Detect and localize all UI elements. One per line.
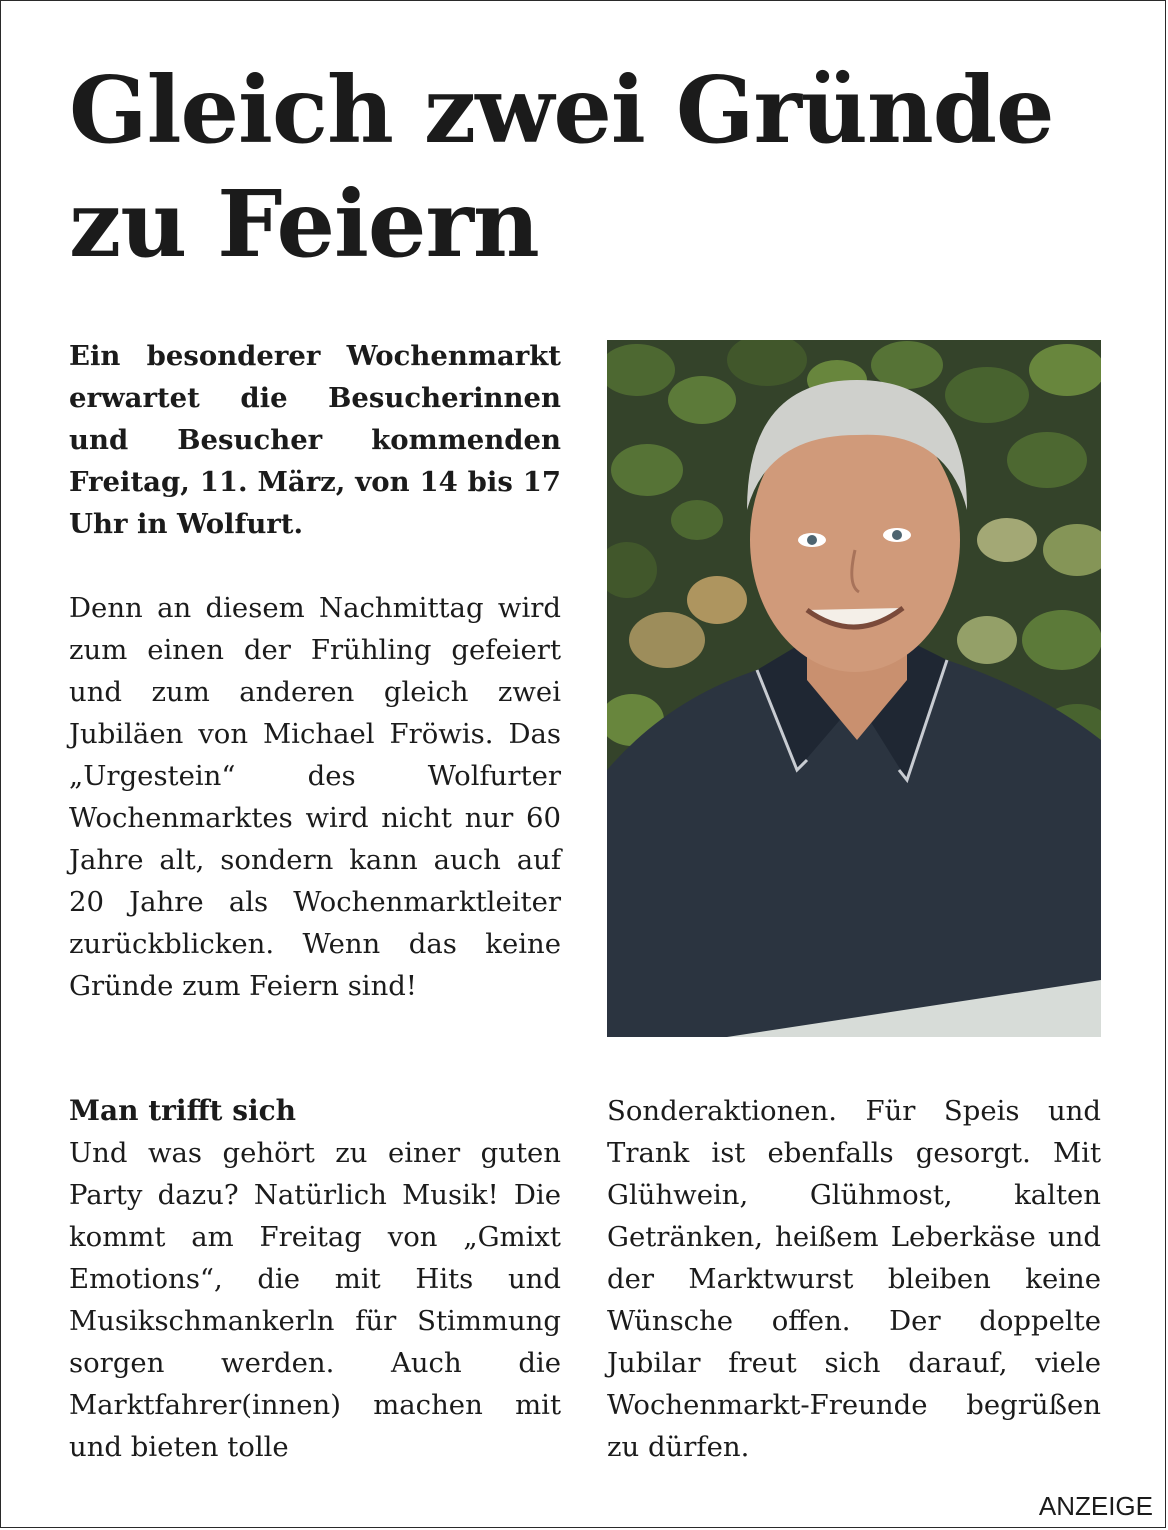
portrait-photo [607, 340, 1101, 1037]
body-paragraph-1: Denn an diesem Nachmittag wird zum einen der Frühling gefeiert und zum anderen gleich zwei Jubiläen von Michael Fröwis. Das „Urgestein“ des Wolfurter Wochenmarktes wird nicht nur 60 Jahre alt, sondern kann auch auf 20 Jahre als Wochenmarktleiter zurückblicken. Wenn das keine Gründe zum Feiern sind! [69, 592, 561, 1002]
advertisement-label: ANZEIGE [1038, 1491, 1153, 1521]
lead-paragraph: Ein besonderer Wochenmarkt erwartet die Besucherinnen und Besucher kommenden Freitag, 11. März, von 14 bis 17 Uhr in Wolfurt. [69, 340, 561, 540]
body-paragraph-3: Sonderaktionen. Für Speis und Trank ist ebenfalls gesorgt. Mit Glühwein, Glühmost, kalten Getränken, heißem Leberkäse und der Marktwurst bleiben keine Wünsche offen. Der doppelte Jubilar freut sich darauf, viele Wochenmarkt-Freunde begrüßen zu dürfen. [607, 1095, 1101, 1463]
body-paragraph-2: Und was gehört zu einer guten Party dazu? Natürlich Musik! Die kommt am Freitag von „Gmixt Emotions“, die mit Hits und Musikschmankerln für Stimmung sorgen werden. Auch die Marktfahrer(innen) machen mit und bieten tolle [69, 1137, 561, 1463]
headline: Gleich zwei Gründe zu Feiern [69, 56, 1054, 278]
subheading: Man trifft sich [69, 1094, 297, 1127]
